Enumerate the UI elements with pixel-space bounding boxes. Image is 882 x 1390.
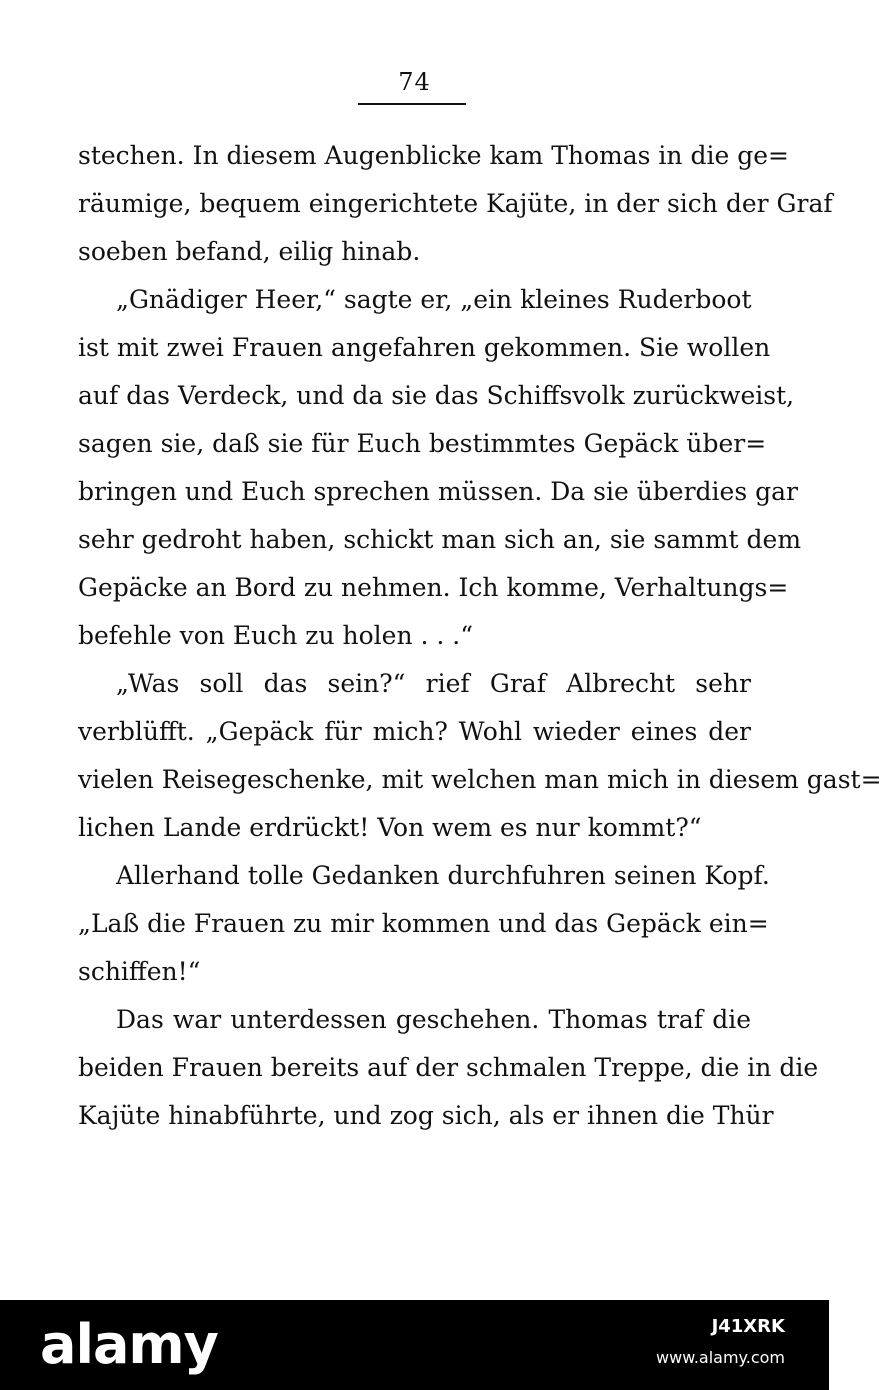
text-line: befehle von Euch zu holen . . .“ [78,621,474,650]
text-line: bringen und Euch sprechen müssen. Da sie überdies gar [78,477,798,506]
watermark-url: www.alamy.com [656,1348,785,1367]
text-line: „Gnädiger Heer,“ sagte er, „ein kleines Ruderboot [116,285,752,314]
alamy-logo: alamy [40,1313,218,1376]
text-line: sehr gedroht haben, schickt man sich an, sie sammt dem [78,525,802,554]
text-line: soeben befand, eilig hinab. [78,237,421,266]
text-line: Das war unterdessen geschehen. Thomas traf die [116,1005,751,1034]
text-line: räumige, bequem eingerichtete Kajüte, in der sich der Graf [78,189,833,218]
text-line: verblüfft. „Gepäck für mich? Wohl wieder eines der [78,717,751,746]
text-line: Allerhand tolle Gedanken durchfuhren seinen Kopf. [116,861,770,890]
text-line: auf das Verdeck, und da sie das Schiffsvolk zurückweist, [78,381,795,410]
page-number: 74 [398,68,431,96]
text-line: lichen Lande erdrückt! Von wem es nur kommt?“ [78,813,702,842]
image-id: J41XRK [711,1316,785,1337]
text-line: „Laß die Frauen zu mir kommen und das Gepäck ein= [78,909,769,938]
text-line: Kajüte hinabführte, und zog sich, als er ihnen die Thür [78,1101,774,1130]
text-line: „Was soll das sein?“ rief Graf Albrecht sehr [116,669,751,698]
text-line: ist mit zwei Frauen angefahren gekommen. Sie wollen [78,333,771,362]
text-line: Gepäcke an Bord zu nehmen. Ich komme, Verhaltungs= [78,573,789,602]
text-line: schiffen!“ [78,957,201,986]
text-line: vielen Reisegeschenke, mit welchen man mich in diesem gast= [78,765,882,794]
page-number-rule [358,103,466,105]
text-line: beiden Frauen bereits auf der schmalen Treppe, die in die [78,1053,819,1082]
text-line: sagen sie, daß sie für Euch bestimmtes Gepäck über= [78,429,767,458]
text-line: stechen. In diesem Augenblicke kam Thomas in die ge= [78,141,789,170]
